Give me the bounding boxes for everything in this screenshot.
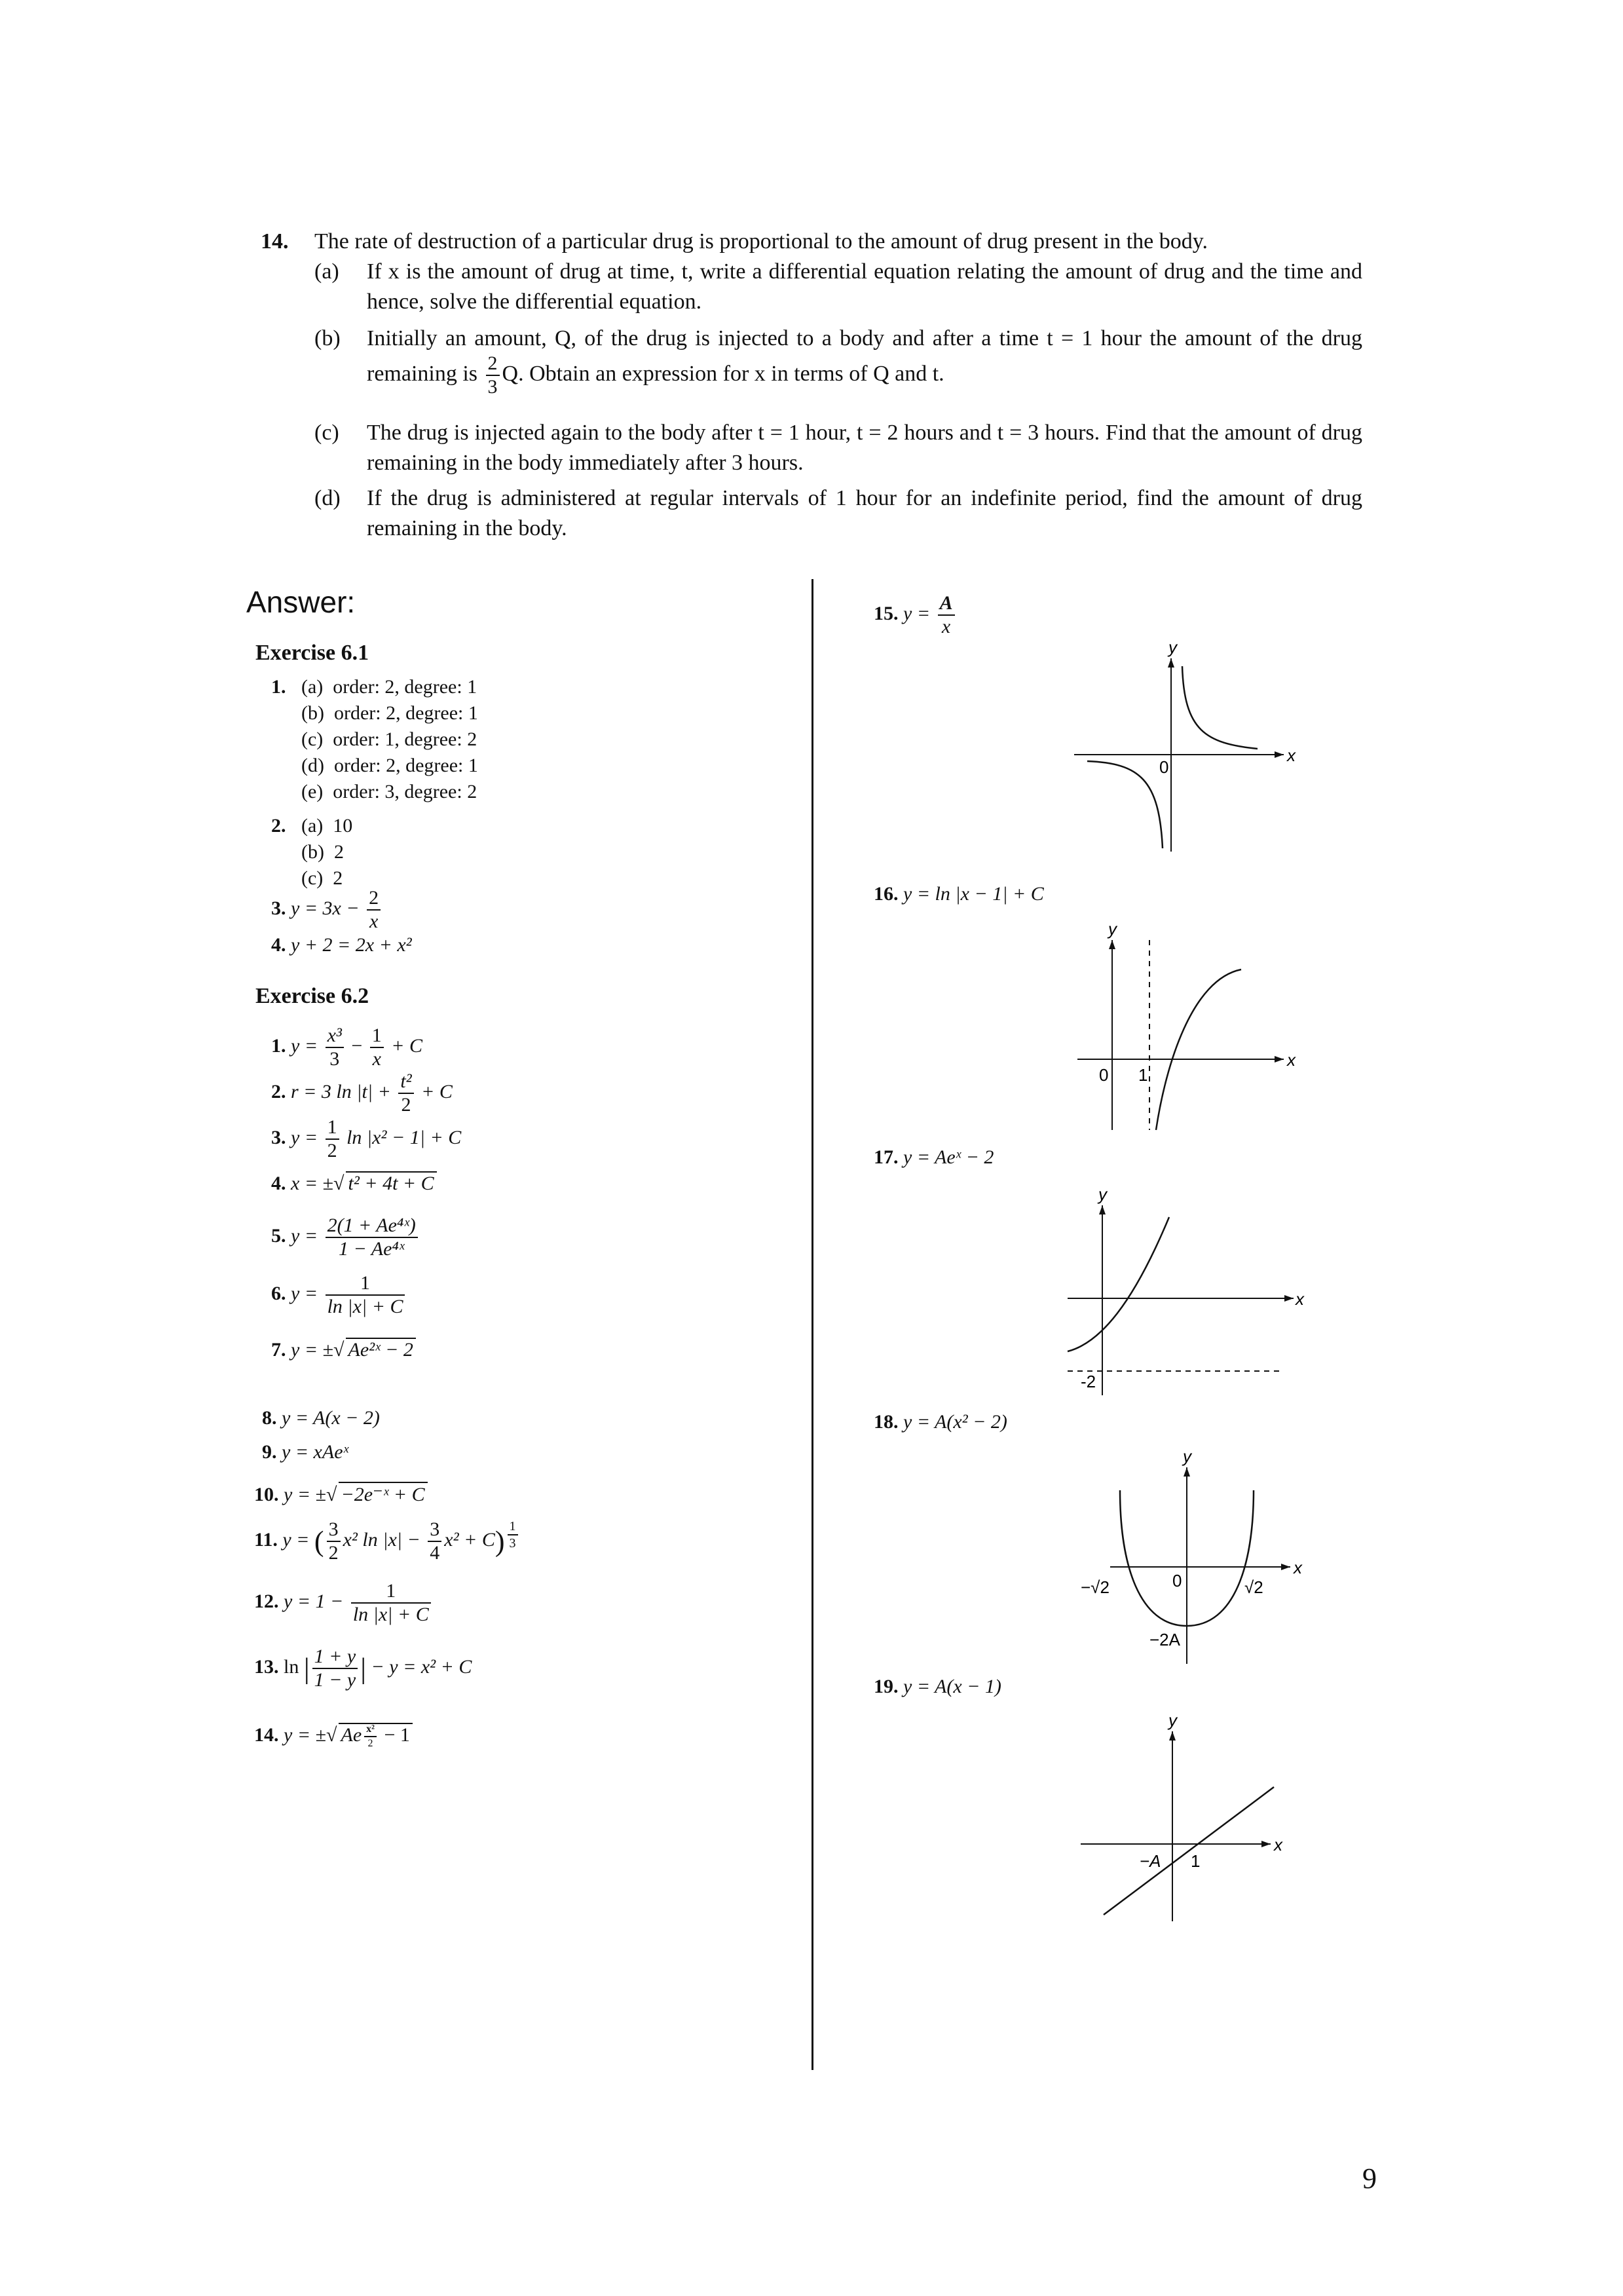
x-label: x	[1274, 1835, 1282, 1854]
curve-branch-negative	[1087, 761, 1163, 848]
part-d-label: (d)	[314, 486, 341, 510]
y-axis-arrow	[1099, 1205, 1106, 1214]
answer-1b: (b) order: 2, degree: 1	[301, 702, 478, 724]
answer-number: 1.	[271, 676, 286, 698]
part-c-label: (c)	[314, 421, 339, 445]
y-axis-arrow	[1169, 1731, 1176, 1741]
x-axis-arrow	[1275, 1056, 1284, 1063]
graph-19	[1068, 1708, 1303, 1925]
part-a-text: If x is the amount of drug at time, t, write a differential equation relating the amount of drug and the time and hence, solve the differential equation.	[367, 259, 1362, 314]
part-d-text: If the drug is administered at regular intervals of 1 hour for an indefinite period, find the amount of drug remaining in the body.	[367, 486, 1362, 540]
part-a-label: (a)	[314, 259, 339, 284]
y-label: y	[1108, 919, 1117, 939]
answer-6-2-15: 15. y = $\frac{A}{x}$	[874, 593, 958, 637]
y-label: y	[1168, 1710, 1177, 1730]
graph-16	[1068, 914, 1303, 1137]
curve-branch-positive	[1182, 666, 1258, 749]
y-label: y	[1098, 1184, 1107, 1204]
x-axis-arrow	[1284, 1295, 1294, 1302]
answer-6-2-17: 17. y = Aeˣ − 2	[874, 1146, 994, 1168]
answer-2a: (a) 10	[301, 815, 353, 837]
question-number: 14.	[261, 229, 289, 254]
answer-6-2-10: 10. y = ±√ −2e⁻ˣ + C	[254, 1482, 428, 1506]
answer-6-2-12: 12. y = 1 − $\frac{1}{\ln |x| + C}$	[254, 1581, 434, 1625]
answer-6-2-14: 14. y = ±√ Ae $\frac{\text{x²}}{2}$ − 1	[254, 1723, 413, 1749]
answer-1a: (a) order: 2, degree: 1	[301, 676, 477, 698]
tick-label-minus2: -2	[1081, 1372, 1096, 1391]
graph-18	[1068, 1441, 1316, 1670]
x-label: x	[1287, 745, 1296, 765]
answer-number: 2.	[271, 815, 286, 837]
answer-4: 4. y + 2 = 2x + x²	[271, 934, 412, 956]
y-label: y	[1183, 1446, 1191, 1466]
answer-6-2-7: 7. y = ±√ Ae²ˣ − 2	[271, 1338, 416, 1361]
tick-label-1: 1	[1138, 1065, 1148, 1085]
answer-6-2-5: 5. y = $\frac{\text{2(1 + Ae⁴ˣ)}}{\text{1 − Ae⁴ˣ}}$	[271, 1216, 420, 1259]
answer-6-2-4: 4. x = ±√ t² + 4t + C	[271, 1171, 437, 1195]
origin-label: 0	[1172, 1571, 1182, 1590]
answer-3: 3. y = 3x − $\frac{2}{x}$	[271, 888, 383, 932]
answer-6-2-6: 6. y = $\frac{1}{\ln |x| + C}$	[271, 1273, 407, 1317]
root-label-pos: √2	[1244, 1577, 1263, 1597]
answer-6-2-8: 8. y = A(x − 2)	[262, 1407, 380, 1429]
part-c-text: The drug is injected again to the body after t = 1 hour, t = 2 hours and t = 3 hours. Find that the amount of drug remaining in the body immediately after 3 hours.	[367, 421, 1362, 475]
answer-6-2-3: 3. y = $\frac{1}{2}$ ln |x² − 1| + C	[271, 1116, 462, 1161]
x-axis-arrow	[1261, 1841, 1271, 1847]
graph-17	[1061, 1179, 1310, 1402]
root-label: 1	[1191, 1851, 1201, 1871]
answer-2b: (b) 2	[301, 841, 344, 863]
line	[1104, 1787, 1274, 1915]
x-label: x	[1296, 1289, 1304, 1309]
exercise-title: Exercise 6.1	[255, 641, 369, 665]
answer-6-2-13: 13. ln | $\frac{1 + y}{1 - y}$ | − y = x² + C	[254, 1646, 472, 1691]
answer-6-2-1: 1. y = $\frac{\text{x³}}{3}$ − $\frac{1}{x}$ + C	[271, 1025, 423, 1070]
answer-1e: (e) order: 3, degree: 2	[301, 781, 477, 802]
answer-6-2-19: 19. y = A(x − 1)	[874, 1676, 1001, 1697]
intercept-label: −A	[1140, 1851, 1161, 1871]
column-divider	[811, 579, 813, 2070]
curve	[1068, 1217, 1169, 1351]
answer-1d: (d) order: 2, degree: 1	[301, 755, 478, 776]
part-b-label: (b)	[314, 326, 341, 350]
answer-6-2-18: 18. y = A(x² − 2)	[874, 1411, 1007, 1433]
root-label-neg: −√2	[1081, 1577, 1110, 1597]
part-b-text: Initially an amount, Q, of the drug is injected to a body and after a time t = 1 hour the amount of the drug remaining is $\frac{2}{3}$ Q. Obtain an expression for x in terms of Q and t.	[367, 326, 1362, 398]
curve	[1156, 969, 1241, 1130]
answer-1c: (c) order: 1, degree: 2	[301, 728, 477, 750]
answer-6-2-11: 11. y = ( $\frac{3}{2}$ x² ln |x| − $\frac{3}{4}$ x² + C) $\frac{1}{3}$	[254, 1520, 521, 1563]
y-axis-arrow	[1168, 658, 1174, 668]
y-label: y	[1168, 637, 1177, 657]
origin-label: 0	[1099, 1065, 1109, 1085]
x-axis-arrow	[1281, 1564, 1290, 1570]
origin-label: 0	[1159, 757, 1169, 777]
question-stem: The rate of destruction of a particular drug is proportional to the amount of drug present in the body.	[314, 229, 1208, 254]
answer-heading: Answer:	[246, 585, 356, 619]
y-axis-arrow	[1109, 940, 1115, 949]
answer-2c: (c) 2	[301, 867, 343, 889]
y-axis-arrow	[1184, 1467, 1190, 1477]
graph-15	[1061, 632, 1297, 855]
answer-6-2-2: 2. r = 3 ln |t| + $\frac{\text{t²}}{2}$ + C	[271, 1070, 453, 1116]
vertex-label: −2A	[1149, 1630, 1180, 1649]
x-label: x	[1294, 1558, 1302, 1577]
page-number: 9	[1362, 2162, 1377, 2194]
x-label: x	[1287, 1050, 1296, 1070]
answer-6-2-9: 9. y = xAeˣ	[262, 1441, 348, 1463]
exercise-title: Exercise 6.2	[255, 984, 369, 1008]
answer-6-2-16: 16. y = ln |x − 1| + C	[874, 883, 1044, 905]
x-axis-arrow	[1275, 751, 1284, 758]
